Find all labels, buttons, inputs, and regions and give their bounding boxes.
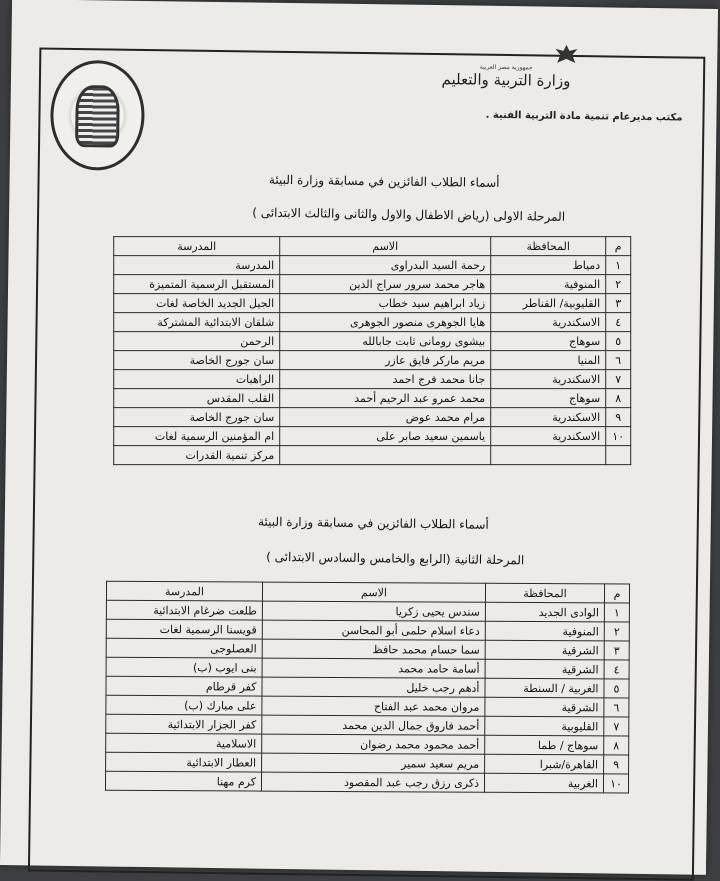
row-name: ياسمين سعيد صابر على [280, 427, 491, 446]
row-number: ٦ [606, 351, 631, 370]
row-name: مرام محمد عوض [280, 408, 491, 427]
row-governorate: الاسكندرية [491, 408, 606, 427]
col-school: المدرسة [106, 581, 262, 601]
row-number: ٣ [606, 294, 631, 313]
row-number: ١٠ [606, 427, 631, 446]
row-name: جانا محمد فرج احمد [280, 370, 491, 389]
row-number: ٤ [606, 313, 631, 332]
row-school: المستقبل الرسمية المتميزة [114, 275, 280, 294]
table-row [114, 446, 631, 465]
row-governorate: المنوفية [485, 621, 604, 641]
row-school: الرحمن [114, 332, 280, 351]
row-number: ٧ [604, 717, 629, 736]
row-governorate: القليوبية/ القناطر [491, 294, 606, 313]
empty-cell [491, 446, 606, 465]
row-governorate: الاسكندرية [491, 427, 606, 446]
row-school: القلب المقدس [114, 389, 280, 408]
stage2-table [105, 581, 630, 794]
col-name: الاسم [262, 582, 485, 602]
row-school: ام المؤمنين الرسمية لغات [114, 427, 280, 446]
row-governorate: الوادى الجديد [485, 602, 604, 622]
row-governorate: الاسكندرية [491, 313, 606, 332]
row-school: العصلوجى [106, 638, 262, 658]
table-row [105, 771, 628, 793]
row-school: طلعت ضرغام الابتدائية [106, 600, 262, 620]
table-row [114, 427, 631, 446]
row-school: قويسنا الرسمية لغات [106, 619, 262, 639]
eagle-emblem-icon [551, 43, 581, 67]
ministry-header [431, 63, 581, 90]
row-number: ٩ [604, 755, 629, 774]
col-governorate: المحافظة [491, 237, 606, 256]
row-number: ٢ [606, 275, 631, 294]
row-school: على مبارك (ب) [106, 695, 262, 715]
row-school: الراهبات [114, 370, 280, 389]
row-name: مروان محمد عبد الفتاح [262, 696, 485, 716]
row-name: سما حسام محمد حافظ [262, 639, 485, 659]
row-name: هاجر محمد سرور سراج الدين [280, 275, 491, 294]
row-name: سندس يحيى زكريا [262, 601, 485, 621]
row-governorate: المنوفية [491, 275, 606, 294]
table-row [114, 351, 631, 370]
row-number: ٥ [606, 332, 631, 351]
col-school: المدرسة [114, 237, 280, 256]
row-governorate: القليوبية [485, 716, 604, 736]
row-number: ٣ [604, 641, 629, 660]
table-row [114, 313, 631, 332]
empty-cell [280, 446, 491, 465]
row-governorate: سوهاج [491, 389, 606, 408]
col-number: م [606, 237, 631, 256]
row-governorate: سوهاج / طما [485, 735, 604, 755]
table-row [114, 332, 631, 351]
row-school: الجيل الجديد الخاصة لغات [114, 294, 280, 313]
row-number: ٥ [604, 679, 629, 698]
row-name: دعاء اسلام حلمى أبو المحاسن [262, 620, 485, 640]
row-school: بنى ايوب (ب) [106, 657, 262, 677]
empty-cell [606, 446, 631, 465]
row-governorate: الشرقية [485, 659, 604, 679]
row-number: ٨ [606, 389, 631, 408]
table-row [114, 408, 631, 427]
section1-stage: المرحلة الاولى (رياض الاطفال والاول والثانى والثالث الابتدائى ) [252, 205, 566, 224]
section1-title: أسماء الطلاب الفائزين في مسابقة وزارة البيئة [268, 172, 500, 190]
row-governorate: الشرقية [485, 640, 604, 660]
table-row [114, 275, 631, 294]
stage1-table [113, 236, 631, 465]
section2-stage: المرحلة الثانية (الرابع والخامس والسادس الابتدائى ) [266, 549, 525, 568]
table-row [114, 370, 631, 389]
row-school: سان جورج الخاصة [114, 408, 280, 427]
row-name: زياد ابراهيم سيد خطاب [280, 294, 491, 313]
row-name: أحمد محمود محمد رضوان [262, 734, 485, 754]
row-number: ١ [606, 256, 631, 275]
col-name: الاسم [280, 237, 491, 256]
seal-emblem-icon [75, 85, 120, 148]
row-name: أحمد فاروق جمال الدين محمد [262, 715, 485, 735]
row-governorate: القاهرة/شبرا [485, 754, 604, 774]
row-school: شلقان الابتدائية المشتركة [114, 313, 280, 332]
row-name: محمد عمرو عبد الرحيم أحمد [280, 389, 491, 408]
row-name: بيشوى رومانى ثابت جابالله [280, 332, 491, 351]
row-name: مريم سعيد سمير [262, 753, 485, 773]
table-row [114, 389, 631, 408]
row-school: الاسلامية [106, 733, 262, 753]
col-governorate: المحافظة [485, 583, 604, 603]
row-name: أسامة حامد محمد [262, 658, 485, 678]
row-name: مريم ماركر فايق عازر [280, 351, 491, 370]
republic-label: جمهورية مصر العربية [479, 63, 533, 72]
table-row [114, 256, 631, 275]
row-governorate: دمياط [491, 256, 606, 275]
row-number: ١ [604, 603, 629, 622]
row-number: ٦ [604, 698, 629, 717]
col-number: م [604, 584, 629, 603]
ministry-name: وزارة التربية والتعليم [441, 70, 571, 90]
row-governorate: سوهاج [491, 332, 606, 351]
row-school: كرم مهنا [105, 771, 261, 791]
row-number: ١٠ [603, 774, 628, 793]
row-name: أدهم رجب خليل [262, 677, 485, 697]
row-number: ٨ [604, 736, 629, 755]
office-title: مكتب مديرعام تنمية مادة التربية الفنية . [485, 109, 683, 124]
row-name: ذكرى رزق رجب عبد المقصود [261, 772, 484, 792]
row-number: ٩ [606, 408, 631, 427]
row-governorate: المنيا [491, 351, 606, 370]
row-school: العطار الابتدائية [106, 752, 262, 772]
row-name: رحمة السيد البدراوى [280, 256, 491, 275]
row-school: سان جورج الخاصة [114, 351, 280, 370]
table-row [114, 294, 631, 313]
row-governorate: الغربية [484, 773, 603, 793]
row-school: المدرسة [114, 256, 280, 275]
row-number: ٢ [604, 622, 629, 641]
row-school: مركز تنمية القدرات [114, 446, 280, 465]
row-governorate: الغربية / السنطة [485, 678, 604, 698]
row-number: ٧ [606, 370, 631, 389]
row-number: ٤ [604, 660, 629, 679]
row-name: هايا الجوهرى منصور الجوهرى [280, 313, 491, 332]
row-school: كفر قرطام [106, 676, 262, 696]
row-governorate: الشرقية [485, 697, 604, 717]
row-school: كفر الجزار الابتدائية [106, 714, 262, 734]
section2-title: أسماء الطلاب الفائزين في مسابقة وزارة البيئة [258, 514, 489, 532]
table-header-row [114, 237, 631, 256]
row-governorate: الاسكندرية [491, 370, 606, 389]
